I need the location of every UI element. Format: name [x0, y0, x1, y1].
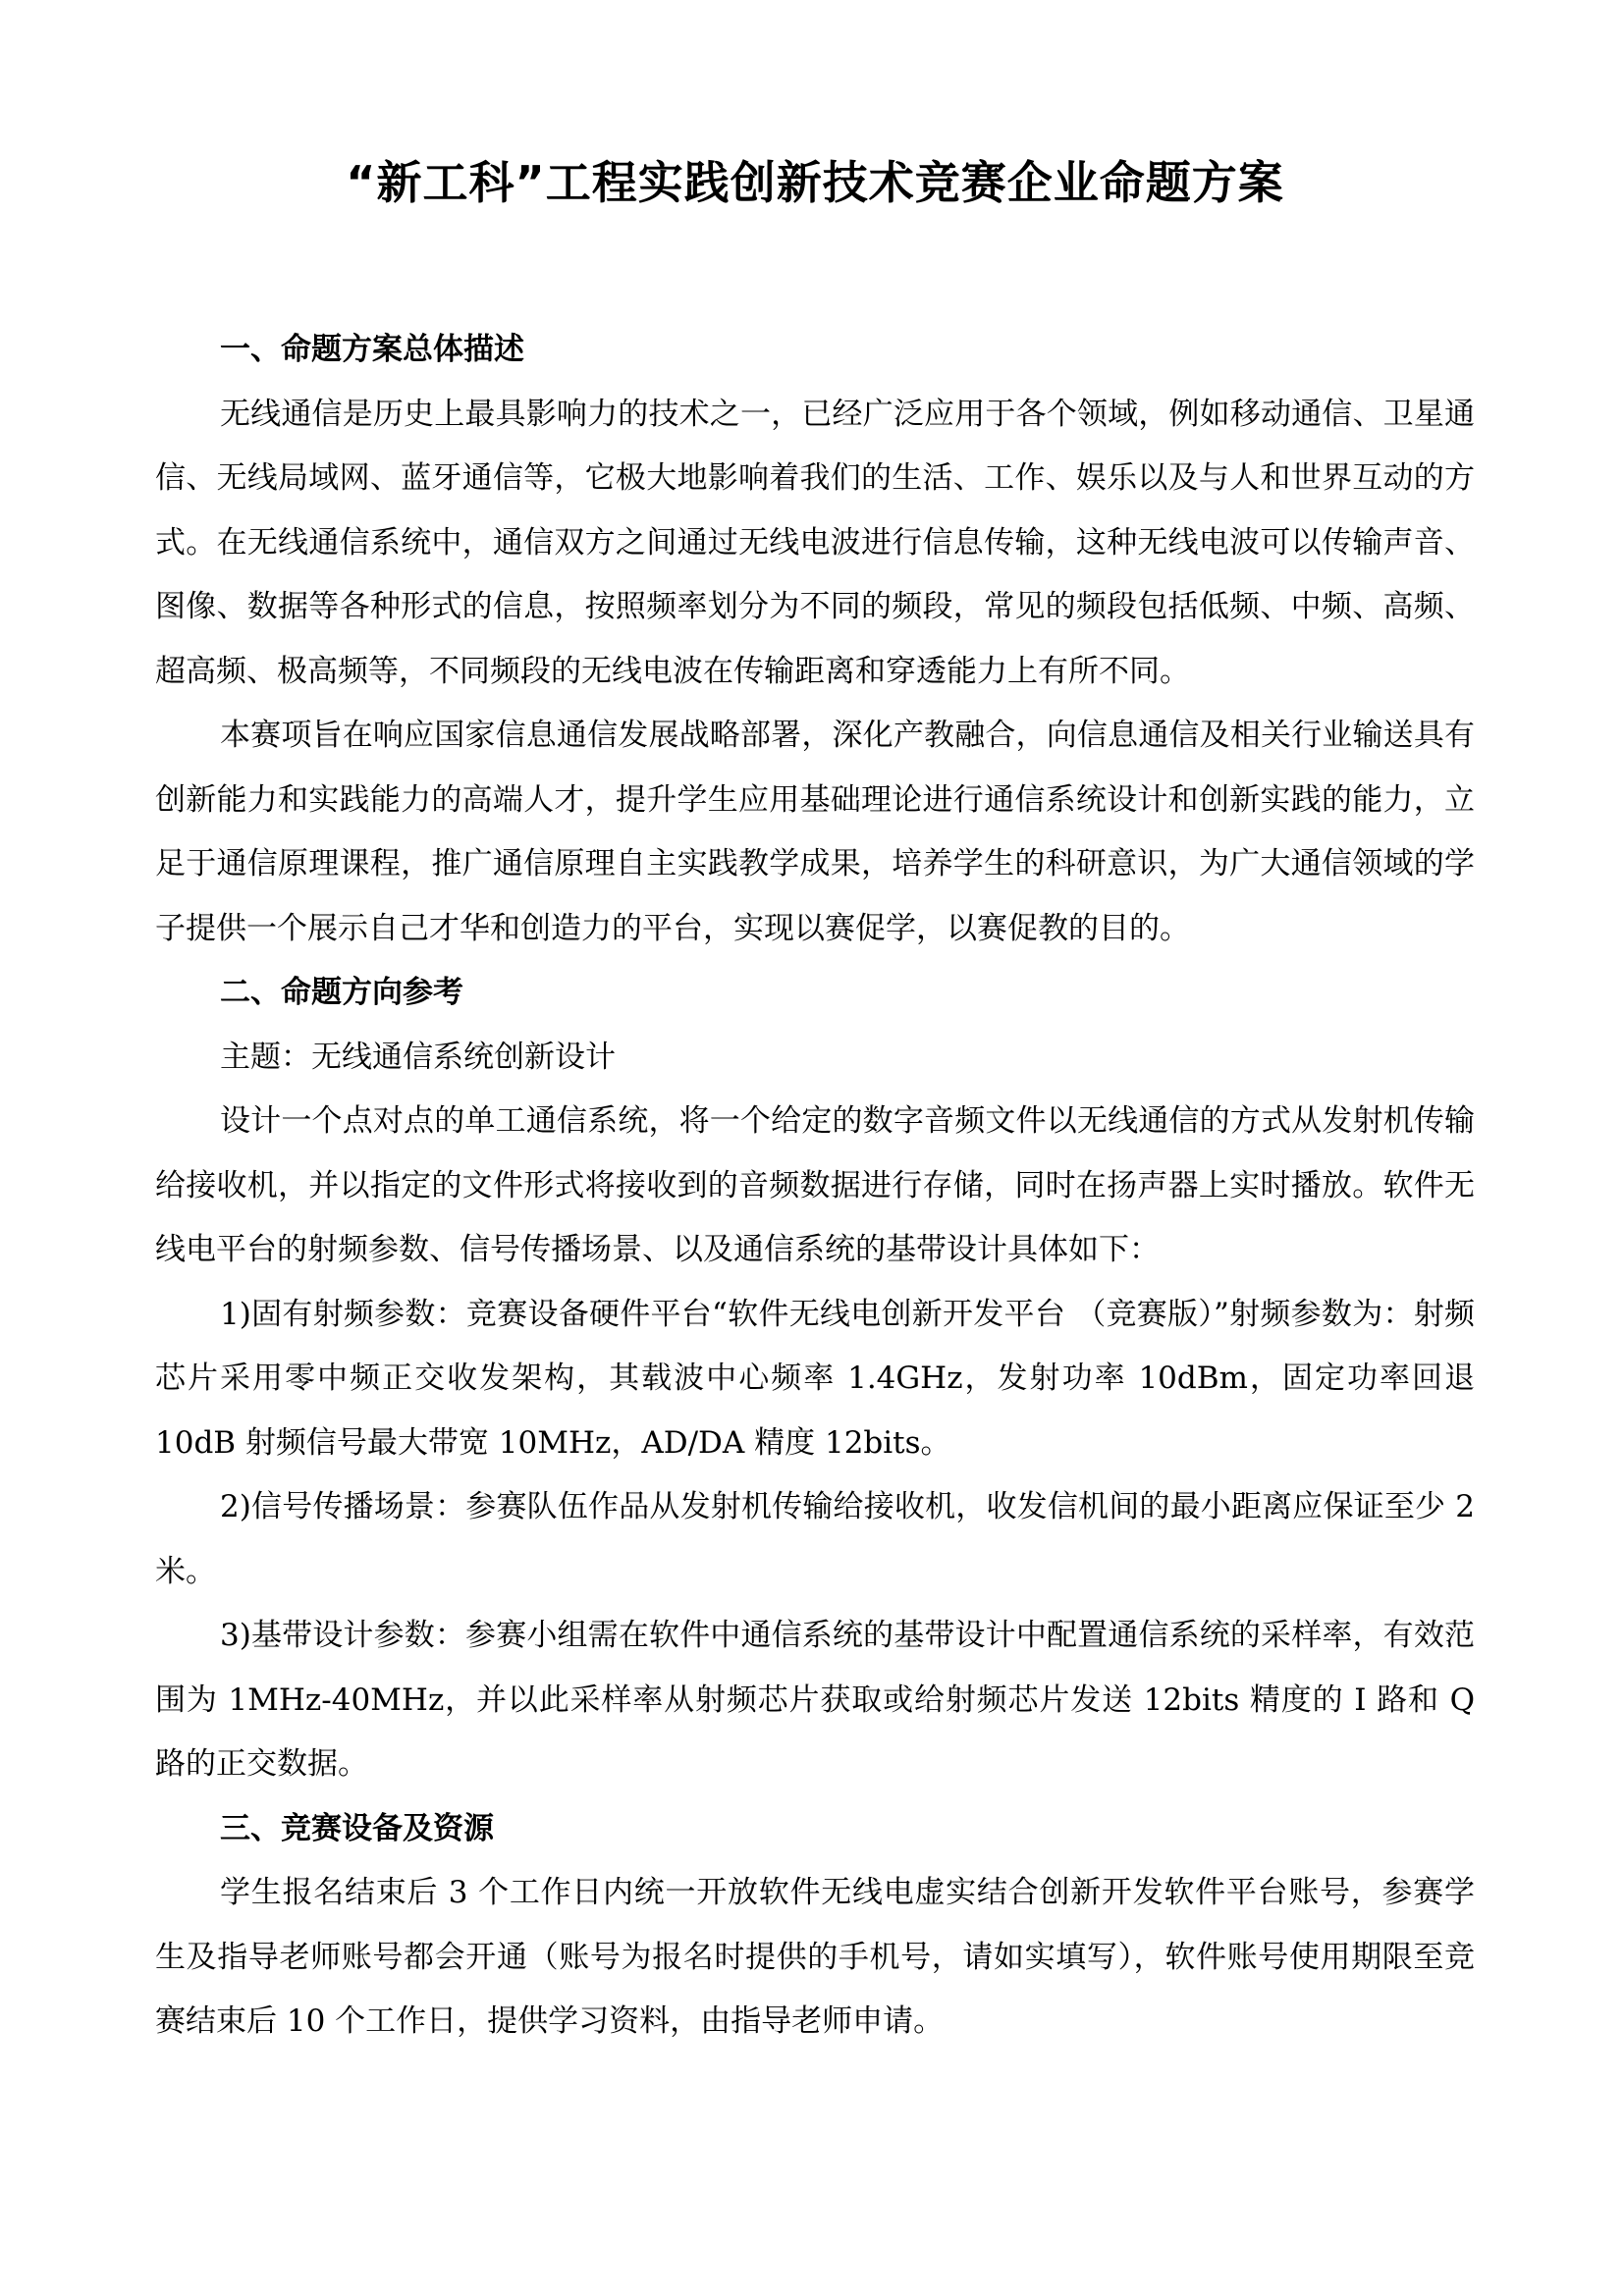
section-equipment	[155, 1797, 1475, 2055]
section-heading: 三、竞赛设备及资源	[220, 1810, 494, 1846]
paragraph: 设计一个点对点的单工通信系统，将一个给定的数字音频文件以无线通信的方式从发射机传输给接收机，并以指定的文件形式将接收到的音频数据进行存储，同时在扬声器上实时播放。软件无线电平台的射频参数、信号传播场景、以及通信系统的基带设计具体如下：	[155, 1103, 1475, 1267]
paragraph: 主题：无线通信系统创新设计	[220, 1039, 616, 1075]
paragraph: 2)信号传播场景：参赛队伍作品从发射机传输给接收机，收发信机间的最小距离应保证至少 2 米。	[155, 1489, 1475, 1589]
paragraph: 本赛项旨在响应国家信息通信发展战略部署，深化产教融合，向信息通信及相关行业输送具有创新能力和实践能力的高端人才，提升学生应用基础理论进行通信系统设计和创新实践的能力，立足于通信原理课程，推广通信原理自主实践教学成果，培养学生的科研意识，为广大通信领域的学子提供一个展示自己才华和创造力的平台，实现以赛促学，以赛促教的目的。	[155, 718, 1475, 946]
section-heading: 一、命题方案总体描述	[220, 332, 524, 367]
paragraph: 3)基带设计参数：参赛小组需在软件中通信系统的基带设计中配置通信系统的采样率，有效范围为 1MHz-40MHz，并以此采样率从射频芯片获取或给射频芯片发送 12bits 精度的 I 路和 Q 路的正交数据。	[155, 1618, 1475, 1782]
paragraph: 1)固有射频参数：竞赛设备硬件平台“软件无线电创新开发平台 （竞赛版）”射频参数为：射频芯片采用零中频正交收发架构，其载波中心频率 1.4GHz，发射功率 10dBm，固定功率回退 10dB 射频信号最大带宽 10MHz，AD/DA 精度 12bits。	[155, 1296, 1475, 1461]
paragraph: 学生报名结束后 3 个工作日内统一开放软件无线电虚实结合创新开发软件平台账号，参赛学生及指导老师账号都会开通（账号为报名时提供的手机号，请如实填写），软件账号使用期限至竞赛结束后 10 个工作日，提供学习资料，由指导老师申请。	[155, 1875, 1475, 2039]
paragraph: 无线通信是历史上最具影响力的技术之一，已经广泛应用于各个领域，例如移动通信、卫星通信、无线局域网、蓝牙通信等，它极大地影响着我们的生活、工作、娱乐以及与人和世界互动的方式。在无线通信系统中，通信双方之间通过无线电波进行信息传输，这种无线电波可以传输声音、图像、数据等各种形式的信息，按照频率划分为不同的频段，常见的频段包括低频、中频、高频、超高频、极高频等，不同频段的无线电波在传输距离和穿透能力上有所不同。	[155, 396, 1475, 689]
section-direction	[155, 961, 1475, 1797]
section-overview	[155, 318, 1475, 961]
section-heading: 二、命题方向参考	[220, 975, 463, 1010]
document-title: “新工科”工程实践创新技术竞赛企业命题方案	[346, 156, 1284, 209]
